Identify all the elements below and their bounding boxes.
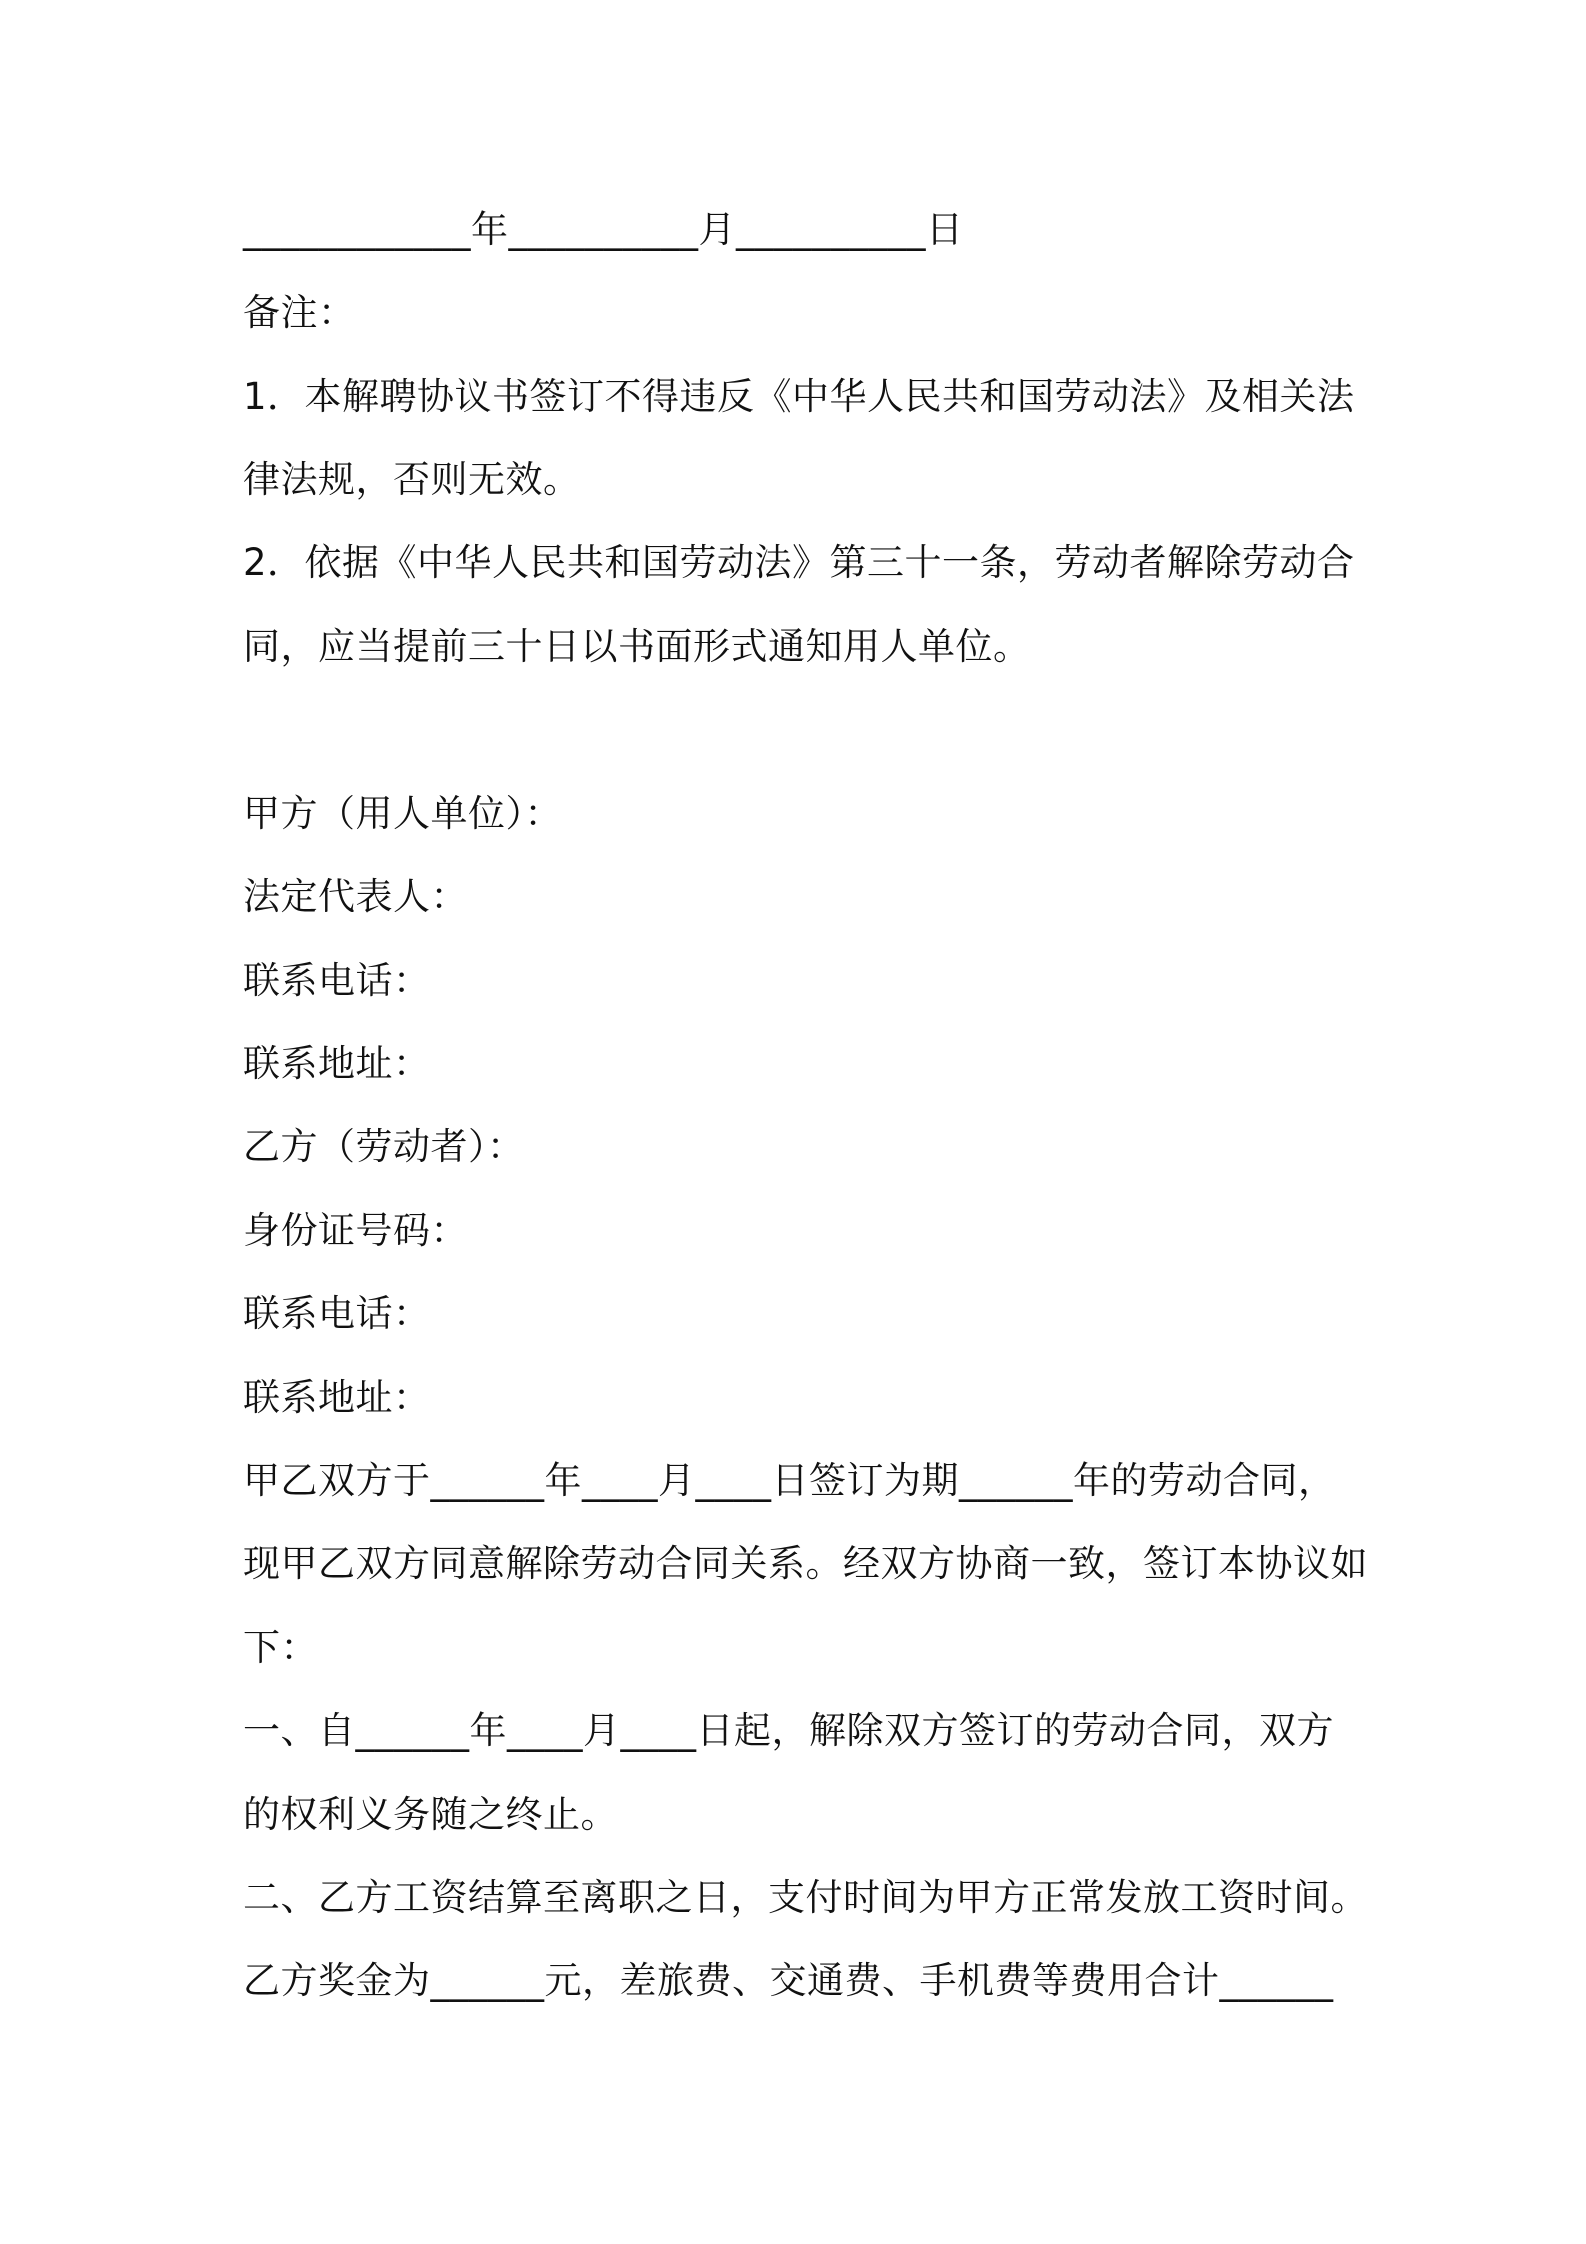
remark-2-line-1: 2．依据《中华人民共和国劳动法》第三十一条，劳动者解除劳动合 (243, 541, 1355, 584)
party-b-phone-label: 联系电话： (243, 1292, 431, 1335)
party-b-address-label: 联系地址： (243, 1376, 431, 1419)
signature-date-line: ____________年__________月__________日 (243, 208, 964, 251)
party-a-address-label: 联系地址： (243, 1042, 431, 1085)
agreement-intro-line-2: 现甲乙双方同意解除劳动合同关系。经双方协商一致，签订本协议如 (243, 1542, 1368, 1585)
clause-1-line-1: 一、自______年____月____日起，解除双方签订的劳动合同，双方 (243, 1709, 1334, 1752)
clause-2-line-2: 乙方奖金为______元，差旅费、交通费、手机费等费用合计______ (243, 1959, 1334, 2002)
agreement-intro-line-1: 甲乙双方于______年____月____日签订为期______年的劳动合同， (243, 1459, 1336, 1502)
remark-2-line-2: 同，应当提前三十日以书面形式通知用人单位。 (243, 625, 1031, 668)
clause-2-line-1: 二、乙方工资结算至离职之日，支付时间为甲方正常发放工资时间。 (243, 1876, 1368, 1919)
clause-1-line-2: 的权利义务随之终止。 (243, 1793, 618, 1836)
legal-representative-label: 法定代表人： (243, 875, 468, 918)
party-b-label: 乙方（劳动者）： (243, 1125, 525, 1168)
remark-1-line-1: 1．本解聘协议书签订不得违反《中华人民共和国劳动法》及相关法 (243, 375, 1355, 418)
id-number-label: 身份证号码： (243, 1209, 468, 1252)
agreement-intro-line-3: 下： (243, 1626, 318, 1669)
party-a-label: 甲方（用人单位）： (243, 792, 562, 835)
remark-1-line-2: 律法规，否则无效。 (243, 458, 581, 501)
party-a-phone-label: 联系电话： (243, 959, 431, 1002)
remarks-heading: 备注： (243, 291, 356, 334)
